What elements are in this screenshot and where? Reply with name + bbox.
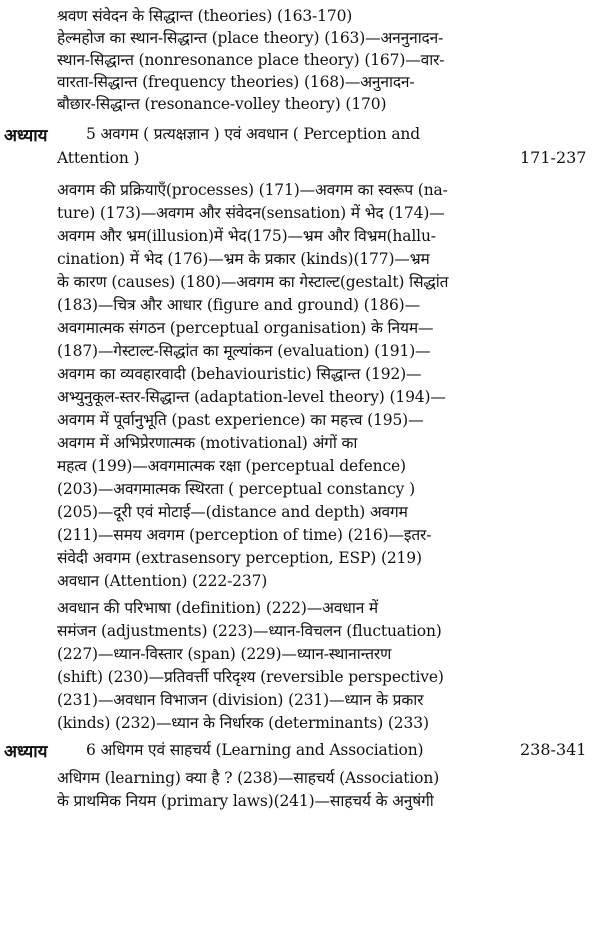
index-line: ture) (173)—अवगम और संवेदन(sensation) में भेद (174)— — [57, 204, 445, 222]
index-line: अवगम का व्यवहारवादी (behaviouristic) सिद्धान्त (192)— — [57, 365, 422, 383]
index-line: श्रवण संवेदन के सिद्धान्त (theories) (163-170) — [57, 7, 353, 25]
index-line: (kinds) (232)—ध्यान के निर्धारक (determinants) (233) — [57, 714, 429, 732]
index-line: (231)—अवधान विभाजन (division) (231)—ध्यान के प्रकार — [57, 691, 424, 709]
index-line: (205)—दूरी एवं मोटाई—(distance and depth) अवगम — [57, 503, 408, 521]
chapter-6-title: 6 अधिगम एवं साहचर्य (Learning and Association) — [86, 741, 424, 759]
chapter-5-title: 5 अवगम ( प्रत्यक्षज्ञान ) एवं अवधान ( Perception and — [86, 125, 421, 143]
index-line: अभ्युनुकूल-स्तर-सिद्धान्त (adaptation-level theory) (194)— — [57, 388, 446, 406]
index-line: (shift) (230)—प्रतिवर्त्ती परिदृश्य (reversible perspective) — [57, 668, 444, 686]
index-line: महत्व (199)—अवगमात्मक रक्षा (perceptual defence) — [57, 457, 406, 475]
index-line: अवधान की परिभाषा (definition) (222)—अवधान में — [57, 599, 379, 617]
index-line: वारता-सिद्धान्त (frequency theories) (168)—अनुनादन- — [57, 73, 415, 91]
index-line: (187)—गेस्टाल्ट-सिद्धांत का मूल्यांकन (evaluation) (191)— — [57, 342, 431, 360]
index-line: (227)—ध्यान-विस्तार (span) (229)—ध्यान-स्थानान्तरण — [57, 645, 392, 663]
attention-subheading: अवधान (Attention) (222-237) — [57, 572, 268, 590]
index-line: संवेदी अवगम (extrasensory perception, ESP) (219) — [57, 549, 422, 567]
index-line: अवगम और भ्रम(illusion)में भेद(175)—भ्रम और विभ्रम(hallu- — [57, 227, 436, 245]
index-line: के प्राथमिक नियम (primary laws)(241)—साहचर्य के अनुषंगी — [57, 792, 434, 810]
index-line: cination) में भेद (176)—भ्रम के प्रकार (kinds)(177)—भ्रम — [57, 250, 430, 268]
index-line: (183)—चित्र और आधार (figure and ground) (186)— — [57, 296, 420, 314]
index-line: हेल्महोज का स्थान-सिद्धान्त (place theory) (163)—अननुनादन- — [57, 29, 444, 47]
index-line: स्थान-सिद्धान्त (nonresonance place theory) (167)—वार- — [57, 51, 445, 69]
index-line: अवगम में अभिप्रेरणात्मक (motivational) अंगों का — [57, 434, 358, 452]
index-line: के कारण (causes) (180)—अवगम का गेस्टाल्ट(gestalt) सिद्धांत — [57, 273, 449, 291]
chapter-6-label: अध्याय — [4, 742, 48, 762]
index-line: (203)—अवगमात्मक स्थिरता ( perceptual constancy ) — [57, 480, 415, 498]
index-line: बौछार-सिद्धान्त (resonance-volley theory) (170) — [57, 95, 387, 113]
chapter-5-title-cont: Attention ) — [57, 149, 140, 167]
index-line: अवगमात्मक संगठन (perceptual organisation) के नियम— — [57, 319, 434, 337]
index-line: (211)—समय अवगम (perception of time) (216)—इतर- — [57, 526, 432, 544]
index-line: अवगम में पूर्वानुभूति (past experience) का महत्त्व (195)— — [57, 411, 424, 429]
index-line: अवगम की प्रक्रियाएँ(processes) (171)—अवगम का स्वरूप (na- — [57, 181, 448, 199]
chapter-5-label: अध्याय — [4, 126, 48, 146]
index-line: अधिगम (learning) क्या है ? (238)—साहचर्य (Association) — [57, 769, 440, 787]
index-line: समंजन (adjustments) (223)—ध्यान-विचलन (fluctuation) — [57, 622, 442, 640]
chapter-5-page-range: 171-237 — [520, 148, 587, 167]
chapter-6-page-range: 238-341 — [520, 740, 587, 759]
